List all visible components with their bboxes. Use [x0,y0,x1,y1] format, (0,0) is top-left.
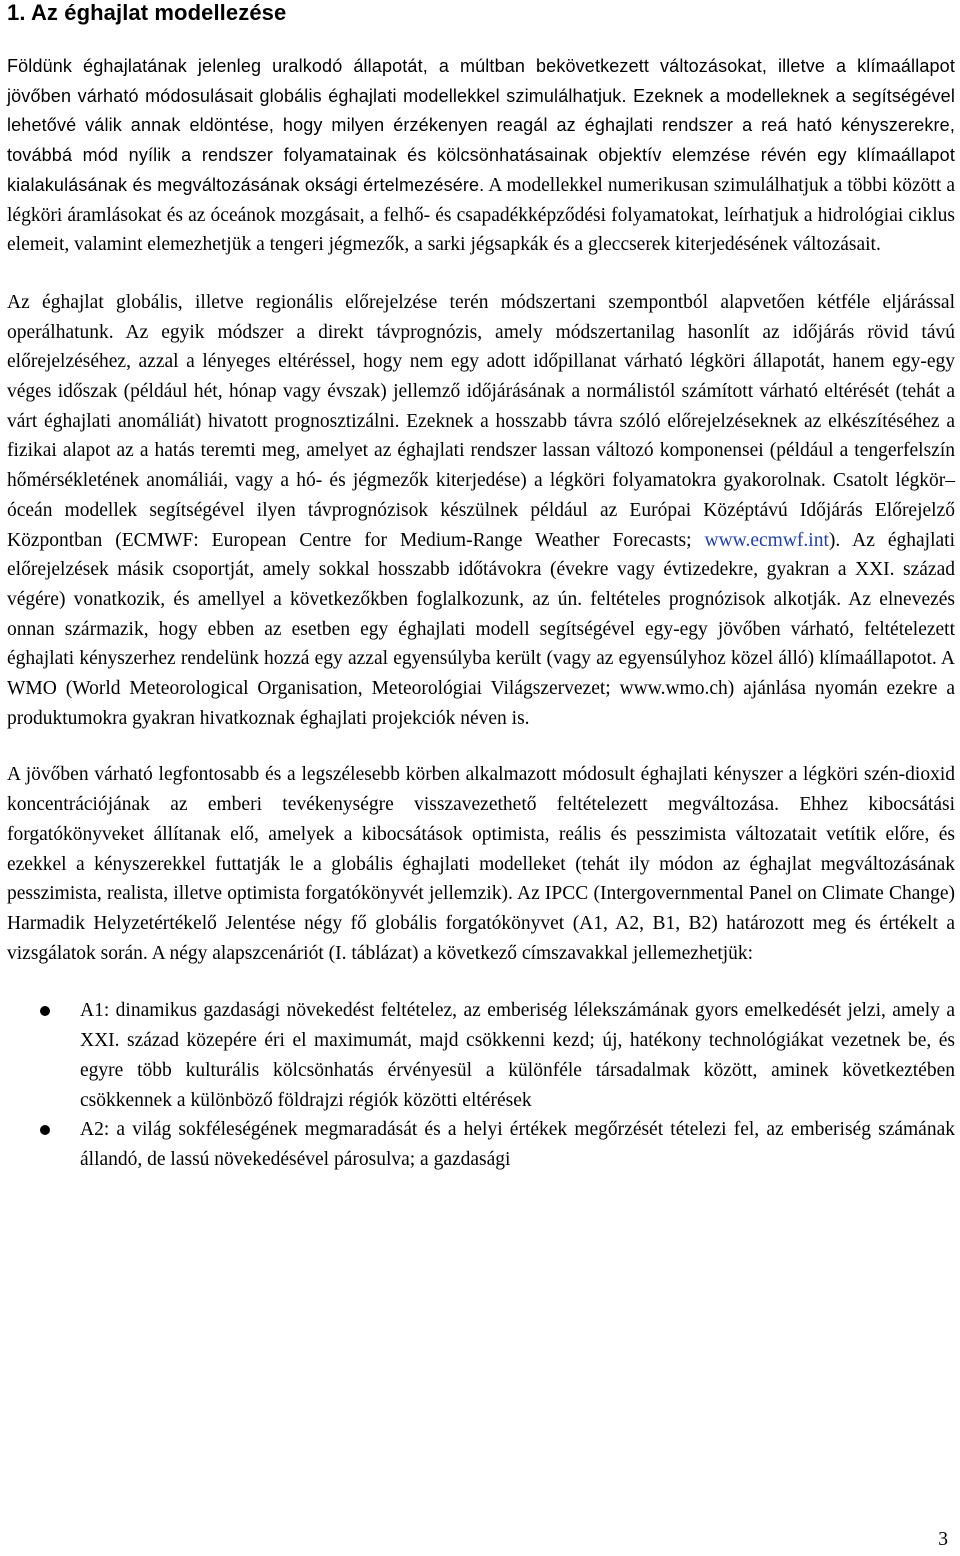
section-heading: 1. Az éghajlat modellezése [7,0,287,25]
paragraph-emission-scenarios: A jövőben várható legfontosabb és a legszélesebb körben alkalmazott módosult éghajlati kényszer a légköri szén-dioxid koncentrációjának az emberi tevékenységre visszavezethető feltételezett megváltozása. Ehhez kibocsátási forgatókönyveket állítanak elő, amelyek a kibocsátások optimista, reális és pesszimista változatait vetítik előre, és ezekkel a kényszerekkel futtatják le a globális éghajlati modelleket (tehát ily módon az éghajlat megváltozásának pesszimista, realista, illetve optimista forgatókönyvét jellemzik). Az IPCC (Intergovernmental Panel on Climate Change) Harmadik Helyzetértékelő Jelentése négy fő globális forgatókönyvet (A1, A2, B1, B2) határozott meg és értékelt a vizsgálatok során. A négy alapszcenáriót (I. táblázat) a következő címszavakkal jellemezhetjük: [7,764,955,964]
scenario-list [7,996,955,1174]
paragraph-climate-modelling [7,52,955,260]
bullet-icon [40,1006,50,1016]
paragraph-text-after-link: ). Az éghajlati előrejelzések másik csoportját, amely sokkal hosszabb időtávokra (évekre vagy évtizedekre, gyakran a XXI. század végére) vonatkozik, és amellyel a következőkben foglalkozunk, az ún. feltételes prognózisok alkotják. Az elnevezés onnan származik, hogy ebben az esetben egy éghajlati modell segítségével egy-egy jövőben várható, feltételezett éghajlati kényszerhez rendelünk hozzá egy azzal egyensúlyba került (vagy az egyensúlyhoz közel álló) klímaállapotot. A WMO (World Meteorological Organisation, Meteorológiai Világszervezet; www.wmo.ch) ajánlása nyomán ezekre a produktumokra gyakran hivatkoznak éghajlati projekciók néven is. [7,529,956,729]
list-item [7,996,955,1115]
list-item-text: A2: a világ sokféleségének megmaradását és a helyi értékek megőrzését tételezi fel, az emberiség számának állandó, de lassú növekedésével párosulva; a gazdasági [80,1119,955,1170]
ecmwf-link[interactable]: www.ecmwf.int [704,529,829,551]
list-item [7,1115,955,1174]
bullet-icon [40,1125,50,1135]
page-number: 3 [938,1529,948,1550]
paragraph-serif-segment: A modellekkel numerikusan szimulálhatjuk a többi között a légköri áramlásokat és az óceánok mozgásait, a felhő- és csapadékképződési folyamatokat, leírhatjuk a hidrológiai ciklus elemeit, valamint elemezhetjük a tengeri jégmezők, a sarki jégsapkák és a gleccserek kiterjedésének változásait. [7,174,956,256]
list-item-text: A1: dinamikus gazdasági növekedést feltételez, az emberiség lélekszámának gyors emelkedését jelzi, amely a XXI. század közepére éri el maximumát, majd csökkenni kezd; új, hatékony technológiákat vezetnek be, és egyre több kulturális kölcsönhatás érvényesül a különféle társadalmak között, aminek következtében csökkennek a különböző földrajzi régiók közötti eltérések [80,1000,955,1111]
paragraph-sans-segment: Földünk éghajlatának jelenleg uralkodó állapotát, a múltban bekövetkezett változásokat, illetve a klímaállapot jövőben várható módosulásait globális éghajlati modellekkel szimulálhatjuk. Ezeknek a modelleknek a segítségével lehetővé válik annak eldöntése, hogy milyen érzékenyen reagál az éghajlati rendszer a reá ható kényszerekre, továbbá mód nyílik a rendszer folyamatainak és kölcsönhatásainak objektív elemzése révén egy klímaállapot kialakulásának és megváltozásának oksági értelmezésére. [7,56,955,195]
paragraph-forecast-methods [7,288,955,734]
document-page [7,0,955,1175]
paragraph-text-before-link: Az éghajlat globális, illetve regionális előrejelzése terén módszertani szempontból alapvetően kétféle eljárással operálhatunk. Az egyik módszer a direkt távprognózis, amely módszertanilag hasonlít az időjárás rövid távú előrejelzéséhez, azzal a lényeges eltéréssel, hogy nem egy adott időpillanat várható légköri állapotát, hanem egy-egy véges időszak (például hét, hónap vagy évszak) jellemző időjárásának a normálistól számított várható eltérését (tehát a várt éghajlati anomáliát) hivatott prognosztizálni. Ezeknek a hosszabb távra szóló előrejelzéseknek az elkészítéséhez a fizikai alapot az a hatás teremti meg, amelyet az éghajlati rendszer lassan változó komponensei (például a tengerfelszín hőmérsékletének anomáliái, vagy a hó- és jégmezők kiterjedése) a légköri folyamatokra gyakorolnak. Csatolt légkör–óceán modellek segítségével ilyen távprognózisok készülnek például az Európai Középtávú Időjárás Előrejelző Központban (ECMWF: European Centre for Medium-Range Weather Forecasts; [7,291,955,551]
